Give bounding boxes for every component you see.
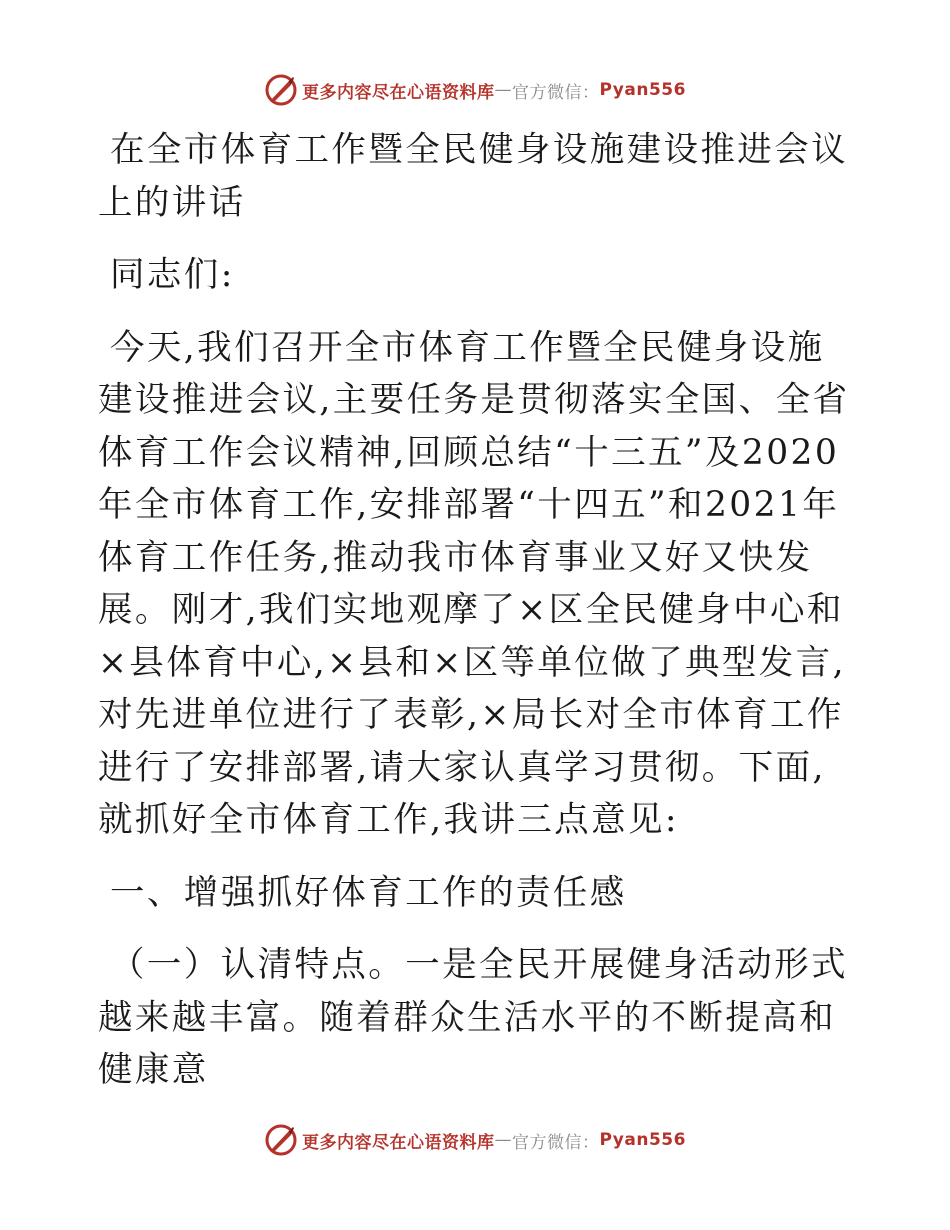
watermark-dash: — bbox=[494, 80, 513, 100]
paragraph-intro: 今天,我们召开全市体育工作暨全民健身设施建设推进会议,主要任务是贯彻落实全国、全省体育工作会议精神,回顾总结“十三五”及2020年全市体育工作,安排部署“十四五”和2021年体育工作任务,推动我市体育事业又好又快发展。刚才,我们实地观摩了×区全民健身中心和×县体育中心,×县和×区等单位做了典型发言,对先进单位进行了表彰,×局长对全市体育工作进行了安排部署,请大家认真学习贯彻。下面,就抓好全市体育工作,我讲三点意见: bbox=[98, 327, 850, 840]
footer-watermark bbox=[0, 1120, 950, 1160]
section-heading-1: 一、增强抓好体育工作的责任感 bbox=[110, 872, 627, 913]
document-title: 在全市体育工作暨全民健身设施建设推进会议上的讲话 bbox=[98, 130, 848, 223]
quill-pen-icon bbox=[264, 1123, 298, 1157]
watermark-brand-text: 更多内容尽在心语资料库 bbox=[302, 82, 495, 103]
quill-pen-icon bbox=[264, 73, 298, 107]
header-watermark bbox=[0, 70, 950, 110]
document-body bbox=[98, 124, 850, 1097]
watermark-wechat-label: 官方微信： bbox=[512, 82, 600, 103]
paragraph-section-1-1: （一）认清特点。一是全民开展健身活动形式越来越丰富。随着群众生活水平的不断提高和健康意 bbox=[98, 945, 848, 1090]
watermark-wechat-label: 官方微信： bbox=[512, 1132, 600, 1153]
watermark-wechat-id: Pyan556 bbox=[599, 1130, 686, 1150]
salutation: 同志们: bbox=[110, 255, 235, 295]
watermark-wechat-id: Pyan556 bbox=[599, 80, 686, 100]
watermark-brand-text: 更多内容尽在心语资料库 bbox=[302, 1132, 495, 1153]
watermark-dash: — bbox=[494, 1130, 513, 1150]
